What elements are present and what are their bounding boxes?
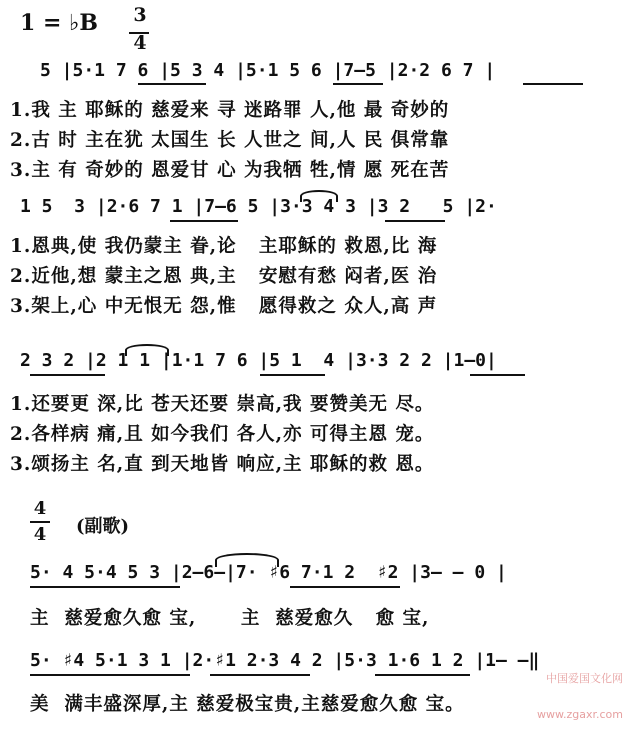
key-signature: 1 = ♭B	[20, 10, 99, 36]
slur-arc	[215, 553, 279, 567]
lyric-verse-3: 3.颂扬主 名,直 到天地皆 响应,主 耶稣的救 恩。	[10, 454, 435, 475]
lyric-verse-3: 3.主 有 奇妙的 恩爱甘 心 为我牺 牲,情 愿 死在苦	[10, 160, 450, 181]
beam-underline	[375, 674, 470, 676]
lyric-verse-1: 1.还要更 深,比 苍天还要 崇高,我 要赞美无 尽。	[10, 394, 435, 415]
lyric-verse-1: 1.我 主 耶稣的 慈爱来 寻 迷路罪 人,他 最 奇妙的	[10, 100, 450, 121]
chorus-label: (副歌)	[76, 516, 130, 537]
notation-line-1: 5 |5·1 7 6 |5 3 4 |5·1 5 6 |7–5 |2·2 6 7 |	[40, 60, 496, 81]
chorus-notation-line-1: 5· 4 5·4 5 3 |2–6–|7· ♯6 7·1 2 ♯2 |3– – 0 |	[30, 562, 507, 583]
notation-line-3: 2 3 2 |2 1 1 |1·1 7 6 |5 1 4 |3·3 2 2 |1–0|	[20, 350, 497, 371]
lyric-verse-2: 2.近他,想 蒙主之恩 典,主 安慰有愁 闷者,医 治	[10, 266, 438, 287]
chorus-time-top: 4	[33, 498, 47, 519]
chorus-time-bottom: 4	[33, 524, 47, 545]
lyric-verse-2: 2.各样病 痛,且 如今我们 各人,亦 可得主恩 宠。	[10, 424, 435, 445]
slur-arc	[300, 190, 338, 202]
beam-underline	[333, 83, 383, 85]
notation-line-2: 1 5 3 |2·6 7 1 |7–6 5 |3·3 4 3 |3 2 5 |2·	[20, 196, 497, 217]
lyric-verse-3: 3.架上,心 中无恨无 怨,惟 愿得救之 众人,高 声	[10, 296, 438, 317]
time-signature-bottom: 4	[133, 32, 147, 54]
slur-arc	[125, 344, 169, 356]
beam-underline	[30, 374, 105, 376]
lyric-verse-1: 1.恩典,使 我仍蒙主 眷,论 主耶稣的 救恩,比 海	[10, 236, 438, 257]
time-signature-top: 3	[133, 4, 147, 26]
chorus-time-line	[30, 521, 50, 523]
watermark-line-1: 中国爱国文化网	[546, 672, 623, 685]
beam-underline	[385, 220, 445, 222]
beam-underline	[523, 83, 583, 85]
chorus-lyric-line-2: 美 满丰盛深厚,主 慈爱极宝贵,主慈爱愈久愈 宝。	[30, 694, 465, 715]
chorus-lyric-line-1: 主 慈爱愈久愈 宝, 主 慈爱愈久 愈 宝,	[30, 608, 430, 629]
beam-underline	[30, 586, 180, 588]
lyric-verse-2: 2.古 时 主在犹 太国生 长 人世之 间,人 民 俱常靠	[10, 130, 450, 151]
beam-underline	[30, 674, 190, 676]
beam-underline	[210, 674, 310, 676]
beam-underline	[170, 220, 238, 222]
beam-underline	[138, 83, 206, 85]
beam-underline	[260, 374, 325, 376]
beam-underline	[470, 374, 525, 376]
watermark-line-2: www.zgaxr.com	[537, 708, 623, 721]
watermark	[537, 649, 623, 733]
beam-underline	[290, 586, 400, 588]
chorus-notation-line-2: 5· ♯4 5·1 3 1 |2·♯1 2·3 4 2 |5·3 1·6 1 2 |1– –‖	[30, 650, 540, 671]
